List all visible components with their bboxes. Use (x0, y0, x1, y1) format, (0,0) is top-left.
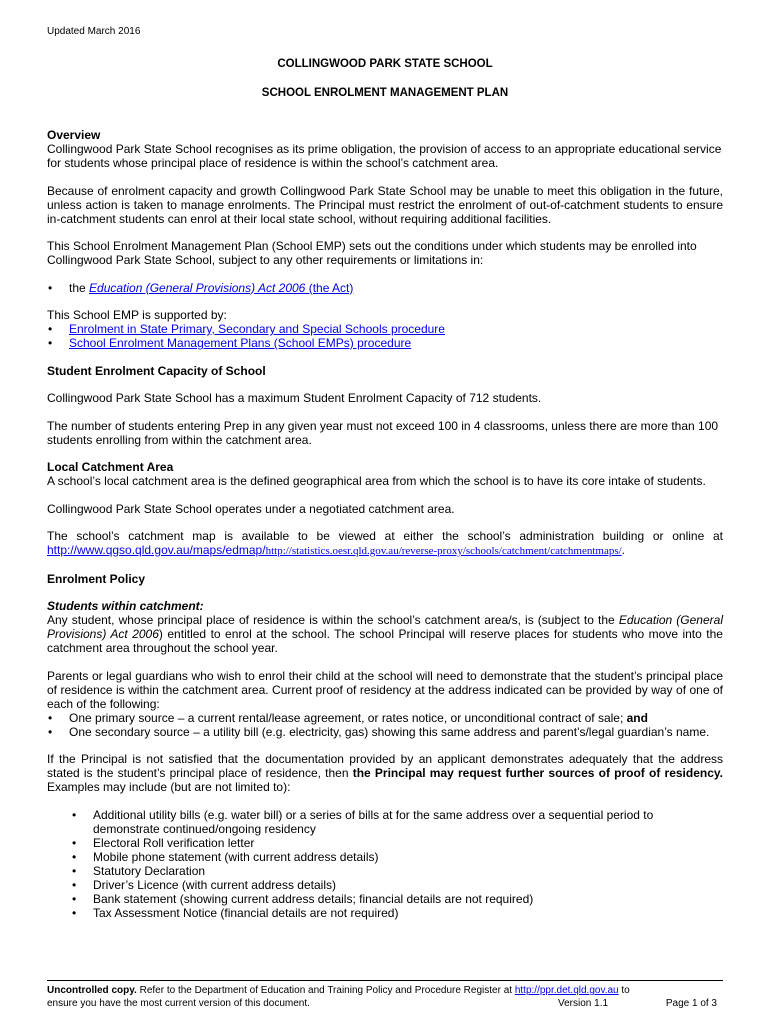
policy-p3-text-b: Examples may include (but are not limited to): (47, 780, 291, 794)
list-item: • Tax Assessment Notice (financial details are not required) (47, 906, 723, 920)
emp-procedure-link[interactable]: School Enrolment Management Plans (School EMPs) procedure (69, 336, 412, 350)
updated-date: Updated March 2016 (47, 26, 141, 37)
overview-heading: Overview (47, 128, 101, 142)
footer-divider (47, 980, 723, 981)
list-item (47, 336, 723, 350)
act-link-suffix: (the Act) (305, 280, 354, 295)
catchment-end: . (621, 543, 626, 557)
list-item: • Electoral Roll verification letter (47, 836, 723, 850)
catchment-paragraph-3 (47, 529, 723, 558)
policy-p3-bold: the Principal may request further sources of proof of residency. (352, 766, 724, 780)
plan-title: SCHOOL ENROLMENT MANAGEMENT PLAN (261, 87, 509, 99)
capacity-paragraph-1: Collingwood Park State School has a maximum Student Enrolment Capacity of 712 students. (47, 391, 542, 405)
school-title: COLLINGWOOD PARK STATE SCHOOL (277, 58, 493, 70)
edmap-link[interactable]: http://www.qgso.qld.gov.au/maps/edmap/ (47, 543, 266, 557)
policy-paragraph-3 (47, 752, 723, 794)
policy-p3-text-a: If the Principal is not satisfied that the documentation provided by an applicant demonstrates adequately that the address stated is the student’s principal place of residence, then (47, 752, 723, 780)
overview-paragraph-2: Because of enrolment capacity and growth Collingwood Park State School may be unable to meet this obligation in the future, unless action is taken to manage enrolments. The Principal must restrict the enrolment of out-of-catchment students to ensure in-catchment students can enrol at their local state school, without requiring additional facilities. (47, 183, 723, 226)
catchment-maps-link[interactable]: http://statistics.oesr.qld.gov.au/reverse-proxy/schools/catchment/catchmentmaps/ (265, 545, 622, 557)
list-item: • Bank statement (showing current address details; financial details are not required) (47, 892, 723, 906)
uncontrolled-copy-label: Uncontrolled copy. (47, 985, 137, 996)
supported-by-text: This School EMP is supported by: (47, 308, 227, 322)
capacity-heading: Student Enrolment Capacity of School (47, 363, 266, 378)
act-link-text: Education (General Provisions) Act 2006 (89, 280, 306, 295)
footer-line-2 (47, 997, 723, 1010)
list-item (47, 281, 723, 295)
proof-examples-list (47, 808, 723, 920)
enrolment-procedure-link[interactable]: Enrolment in State Primary, Secondary and Special Schools procedure (69, 322, 445, 336)
secondary-source-text: One secondary source – a utility bill (e.g. electricity, gas) showing this same address and parent’s/legal guardian’s name. (69, 724, 710, 739)
capacity-paragraph-2: The number of students entering Prep in any given year must not exceed 100 in 4 classrooms, unless there are more than 100 students enrolling from within the catchment area. (47, 418, 719, 447)
act-prefix: the (69, 280, 90, 295)
residency-sources-list (47, 711, 723, 739)
footer-to: to (618, 985, 630, 996)
catchment-paragraph-2: Collingwood Park State School operates under a negotiated catchment area. (47, 501, 455, 516)
list-item: • Additional utility bills (e.g. water bill) or a series of bills at for the same address over a sequential period to demonstrate continued/ongoing residency (47, 808, 723, 836)
overview-paragraph-3: This School Enrolment Management Plan (School EMP) sets out the conditions under which students may be enrolled into Collingwood Park State School, subject to any other requirements or limitations in: (47, 239, 697, 267)
page-number: Page 1 of 3 (665, 998, 717, 1009)
footer (47, 984, 723, 1010)
policy-text-b: ) entitled to enrol at the school. The school Principal will reserve places for students who move into the catchment area throughout the school year. (47, 627, 723, 655)
catchment-heading: Local Catchment Area (47, 460, 174, 474)
within-catchment-heading: Students within catchment: (47, 599, 204, 613)
policy-text-a: Any student, whose principal place of residence is within the school’s catchment area/s, is (subject to the (47, 613, 619, 627)
list-item (47, 711, 723, 725)
act-link[interactable] (89, 281, 353, 295)
act-reference: Education (General Provisions) Act 2006 (47, 613, 723, 641)
list-item (47, 725, 723, 739)
policy-paragraph-1 (47, 613, 723, 655)
ppr-link[interactable]: http://ppr.det.qld.gov.au (514, 985, 619, 996)
list-item: • Mobile phone statement (with current address details) (47, 850, 723, 864)
policy-paragraph-2: Parents or legal guardians who wish to enrol their child at the school will need to demonstrate that the student’s principal place of residence is within the catchment area. Current proof of residency at the address indicated can be provided by way of one of each of the following: (47, 668, 723, 711)
support-links-list (47, 322, 723, 350)
footer-text: Refer to the Department of Education and Training Policy and Procedure Register at (136, 985, 515, 996)
version-label: Version 1.1 (558, 998, 609, 1009)
and-text: and (626, 710, 648, 725)
list-item (47, 322, 723, 336)
overview-paragraph-1: Collingwood Park State School recognises as its prime obligation, the provision of access to an appropriate educational service for students whose principal place of residence is within the school’s catchment area. (47, 142, 722, 170)
catchment-paragraph-1: A school’s local catchment area is the defined geographical area from which the school is to have its core intake of students. (47, 474, 706, 488)
footer-ensure-text: ensure you have the most current version of this document. (47, 998, 310, 1009)
primary-source-text: One primary source – a current rental/lease agreement, or rates notice, or unconditional contract of sale; (69, 710, 627, 725)
footer-line-1 (47, 984, 723, 997)
list-item: • Statutory Declaration (47, 864, 723, 878)
document-body (47, 128, 723, 933)
list-item: • Driver’s Licence (with current address details) (47, 878, 723, 892)
enrolment-policy-heading: Enrolment Policy (47, 571, 146, 586)
catchment-text: The school’s catchment map is available to be viewed at either the school’s administration building or online at (47, 529, 723, 543)
act-list (47, 281, 723, 295)
